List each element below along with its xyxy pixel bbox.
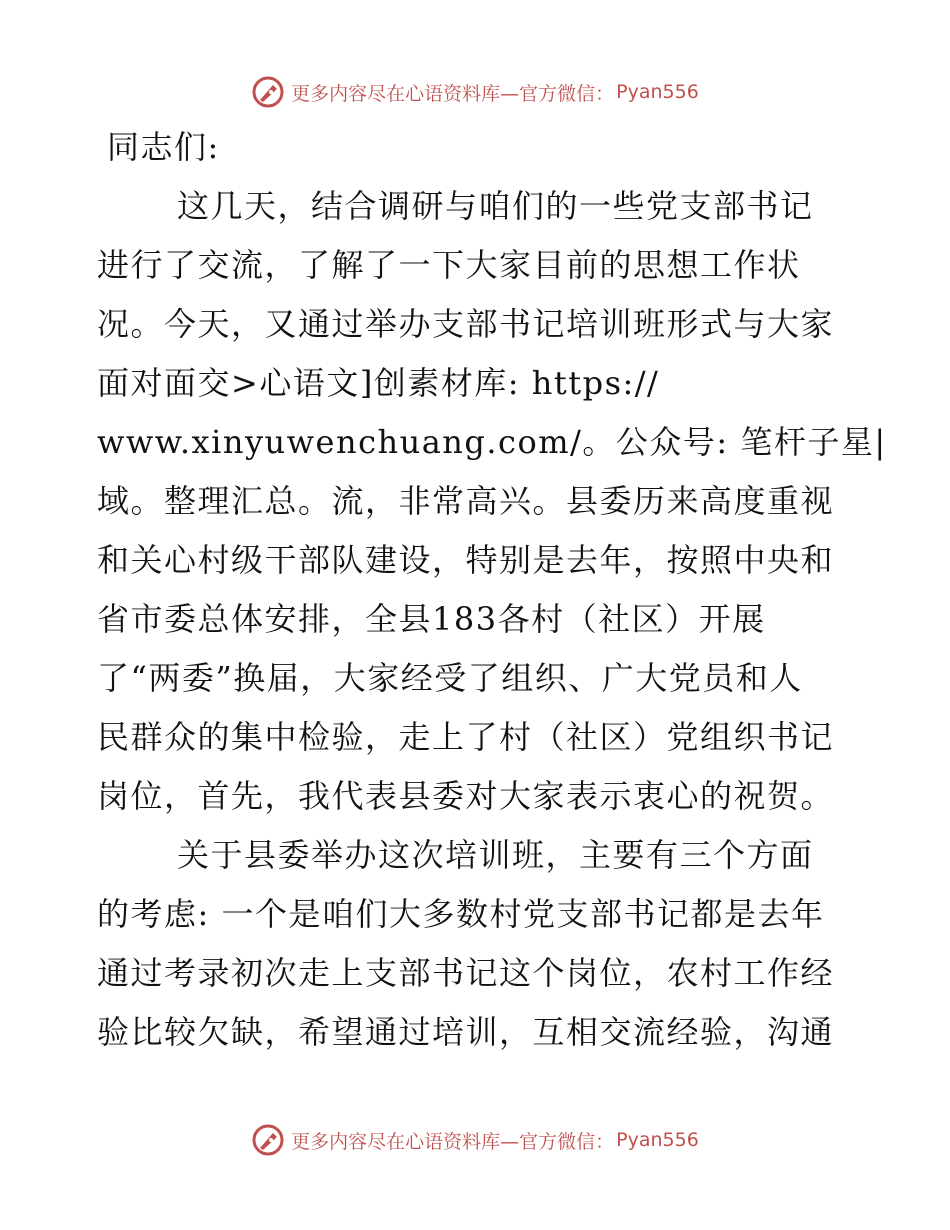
paragraph-line: www.xinyuwenchuang.com/。公众号: 笔杆子星| (97, 423, 887, 461)
watermark-wechat-id: Pyan556 (616, 81, 699, 103)
paragraph-line: 况。今天，又通过举办支部书记培训班形式与大家 (97, 305, 835, 343)
paragraph-line: 了“两委”换届，大家经受了组织、广大党员和人 (97, 659, 803, 697)
pen-nib-logo-icon (251, 75, 285, 109)
watermark-wechat-id: Pyan556 (616, 1129, 699, 1151)
footer-watermark (0, 1120, 950, 1160)
paragraph-2 (97, 826, 857, 1062)
document-body (97, 118, 887, 1062)
paragraph-line: 通过考录初次走上支部书记这个岗位，农村工作经 (97, 954, 835, 992)
paragraph-line: 进行了交流，了解了一下大家目前的思想工作状 (97, 246, 801, 284)
paragraph-line: 关于县委举办这次培训班，主要有三个方面 (177, 836, 814, 874)
paragraph-line: 的考虑: 一个是咱们大多数村党支部书记都是去年 (97, 895, 825, 933)
paragraph-line: 岗位，首先，我代表县委对大家表示衷心的祝贺。 (97, 777, 835, 815)
paragraph-line: 和关心村级干部队建设，特别是去年，按照中央和 (97, 541, 835, 579)
greeting: 同志们: (107, 128, 220, 166)
paragraph-line: 省市委总体安排，全县183各村（社区）开展 (97, 600, 766, 638)
watermark-text: 更多内容尽在心语资料库—官方微信： (291, 1130, 615, 1153)
header-watermark (0, 72, 950, 112)
watermark-text: 更多内容尽在心语资料库—官方微信： (291, 82, 615, 105)
paragraph-1 (97, 177, 887, 826)
pen-nib-logo-icon (251, 1123, 285, 1157)
paragraph-line: 民群众的集中检验，走上了村（社区）党组织书记 (97, 718, 835, 756)
paragraph-line: 验比较欠缺，希望通过培训，互相交流经验，沟通 (97, 1013, 835, 1051)
paragraph-line: 域。整理汇总。流，非常高兴。县委历来高度重视 (97, 482, 835, 520)
paragraph-line: 面对面交>心语文]创素材库: https:// (97, 364, 660, 402)
paragraph-line: 这几天，结合调研与咱们的一些党支部书记 (177, 187, 814, 225)
